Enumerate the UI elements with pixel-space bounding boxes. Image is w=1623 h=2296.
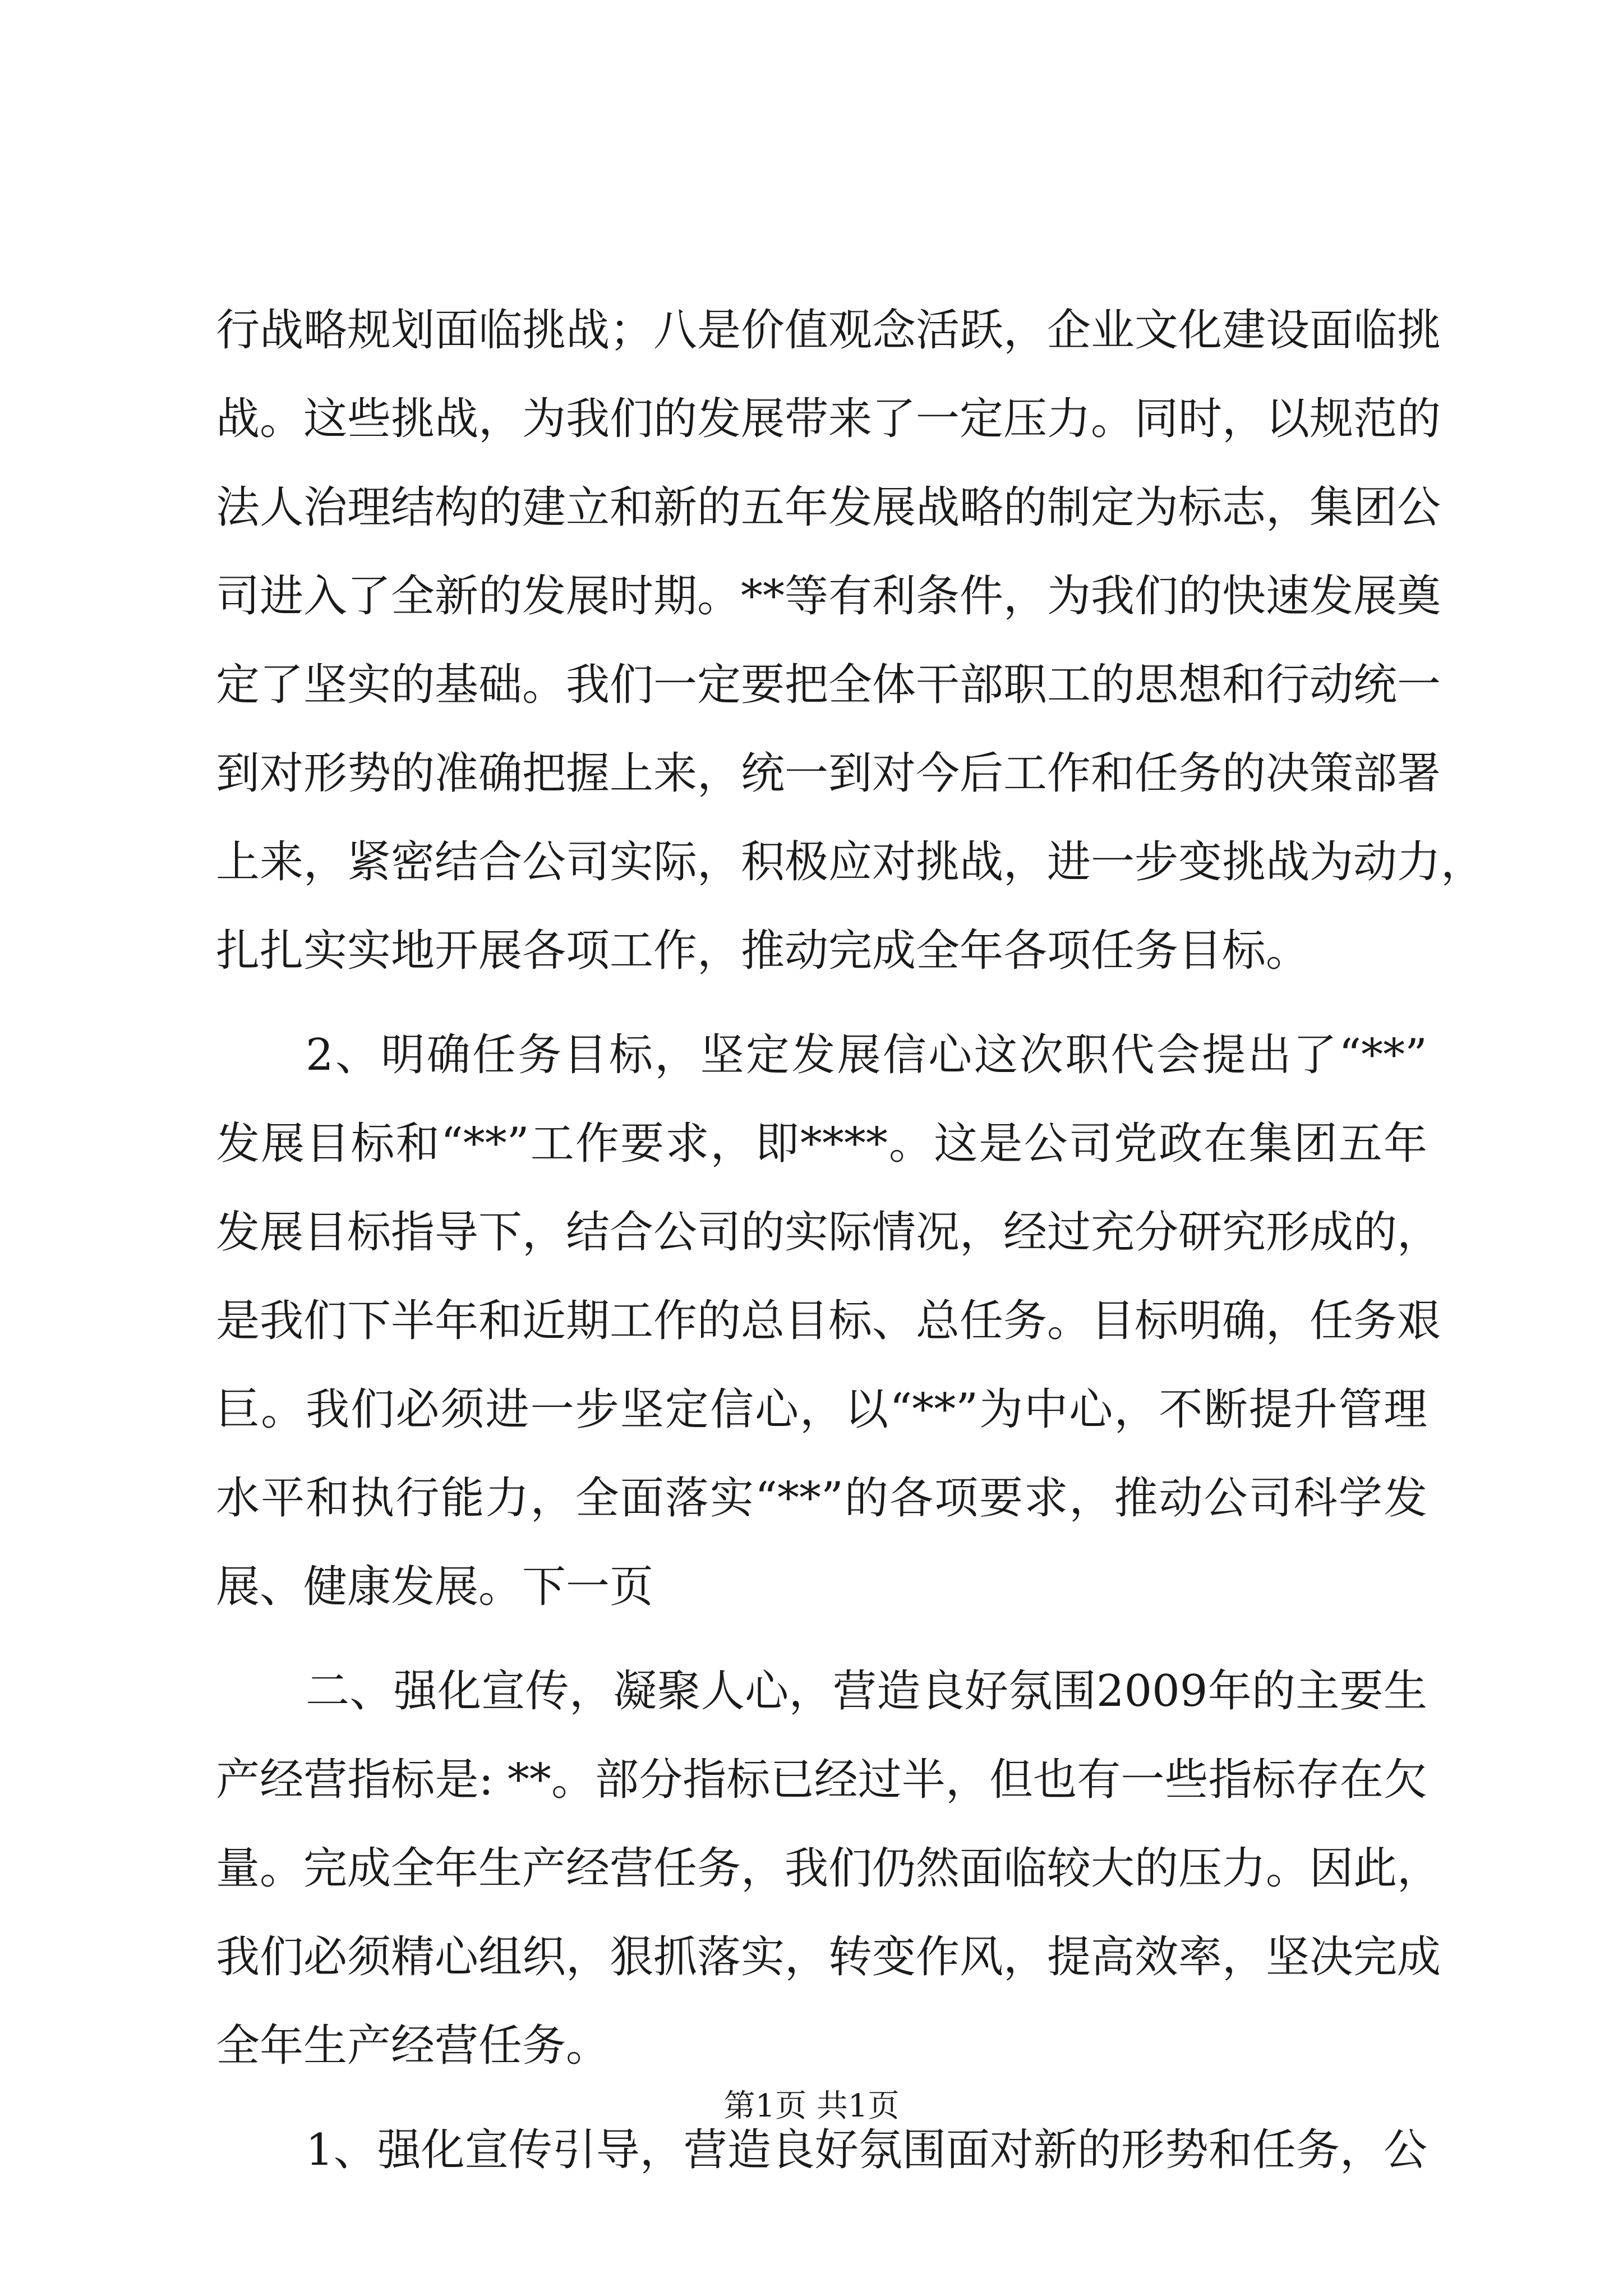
text-line: 到对形势的准确把握上来，统一到对今后工作和任务的决策部署 [216,748,1441,799]
text-line: 产经营指标是: **。部分指标已经过半，但也有一些指标存在欠 [216,1755,1427,1805]
page-number-label: 第1页 共1页 [723,2088,900,2124]
text-line: 1、强化宣传引导，营造良好氛围面对新的形势和任务，公 [306,2125,1427,2175]
text-line: 是我们下半年和近期工作的总目标、总任务。目标明确，任务艰 [216,1296,1441,1346]
page-footer [0,2084,1623,2129]
text-line: 司进入了全新的发展时期。**等有利条件，为我们的快速发展奠 [216,571,1441,622]
text-line: 定了坚实的基础。我们一定要把全体干部职工的思想和行动统一 [216,660,1441,710]
text-line: 巨。我们必须进一步坚定信心，以“**”为中心，不断提升管理 [216,1384,1427,1435]
paragraph-2 [216,1011,1441,1631]
text-line: 展、健康发展。下一页 [216,1562,654,1612]
text-line: 水平和执行能力，全面落实“**”的各项要求，推动公司科学发 [216,1473,1427,1524]
text-line: 发展目标指导下，结合公司的实际情况，经过充分研究形成的， [216,1207,1441,1258]
text-line: 战。这些挑战，为我们的发展带来了一定压力。同时，以规范的 [216,394,1441,444]
text-line: 全年生产经营任务。 [216,2021,610,2071]
text-line: 二、强化宣传，凝聚人心，营造良好氛围2009年的主要生 [306,1666,1427,1717]
text-line: 量。完成全年生产经营任务，我们仍然面临较大的压力。因此， [216,1843,1441,1894]
text-line: 发展目标和“**”工作要求，即****。这是公司党政在集团五年 [216,1119,1427,1169]
text-line: 2、明确任务目标，坚定发展信心这次职代会提出了“**” [306,1030,1427,1080]
document-body [216,286,1485,2194]
paragraph-3 [216,1647,1441,2090]
text-line: 法人治理结构的建立和新的五年发展战略的制定为标志，集团公 [216,482,1441,533]
text-line: 扎扎实实地开展各项工作，推动完成全年各项任务目标。 [216,926,1310,976]
paragraph-1 [216,286,1485,995]
text-line: 上来，紧密结合公司实际，积极应对挑战，进一步变挑战为动力， [216,837,1485,887]
text-line: 行战略规划面临挑战；八是价值观念活跃，企业文化建设面临挑 [216,305,1441,356]
text-line: 我们必须精心组织，狠抓落实，转变作风，提高效率，坚决完成 [216,1932,1441,1982]
